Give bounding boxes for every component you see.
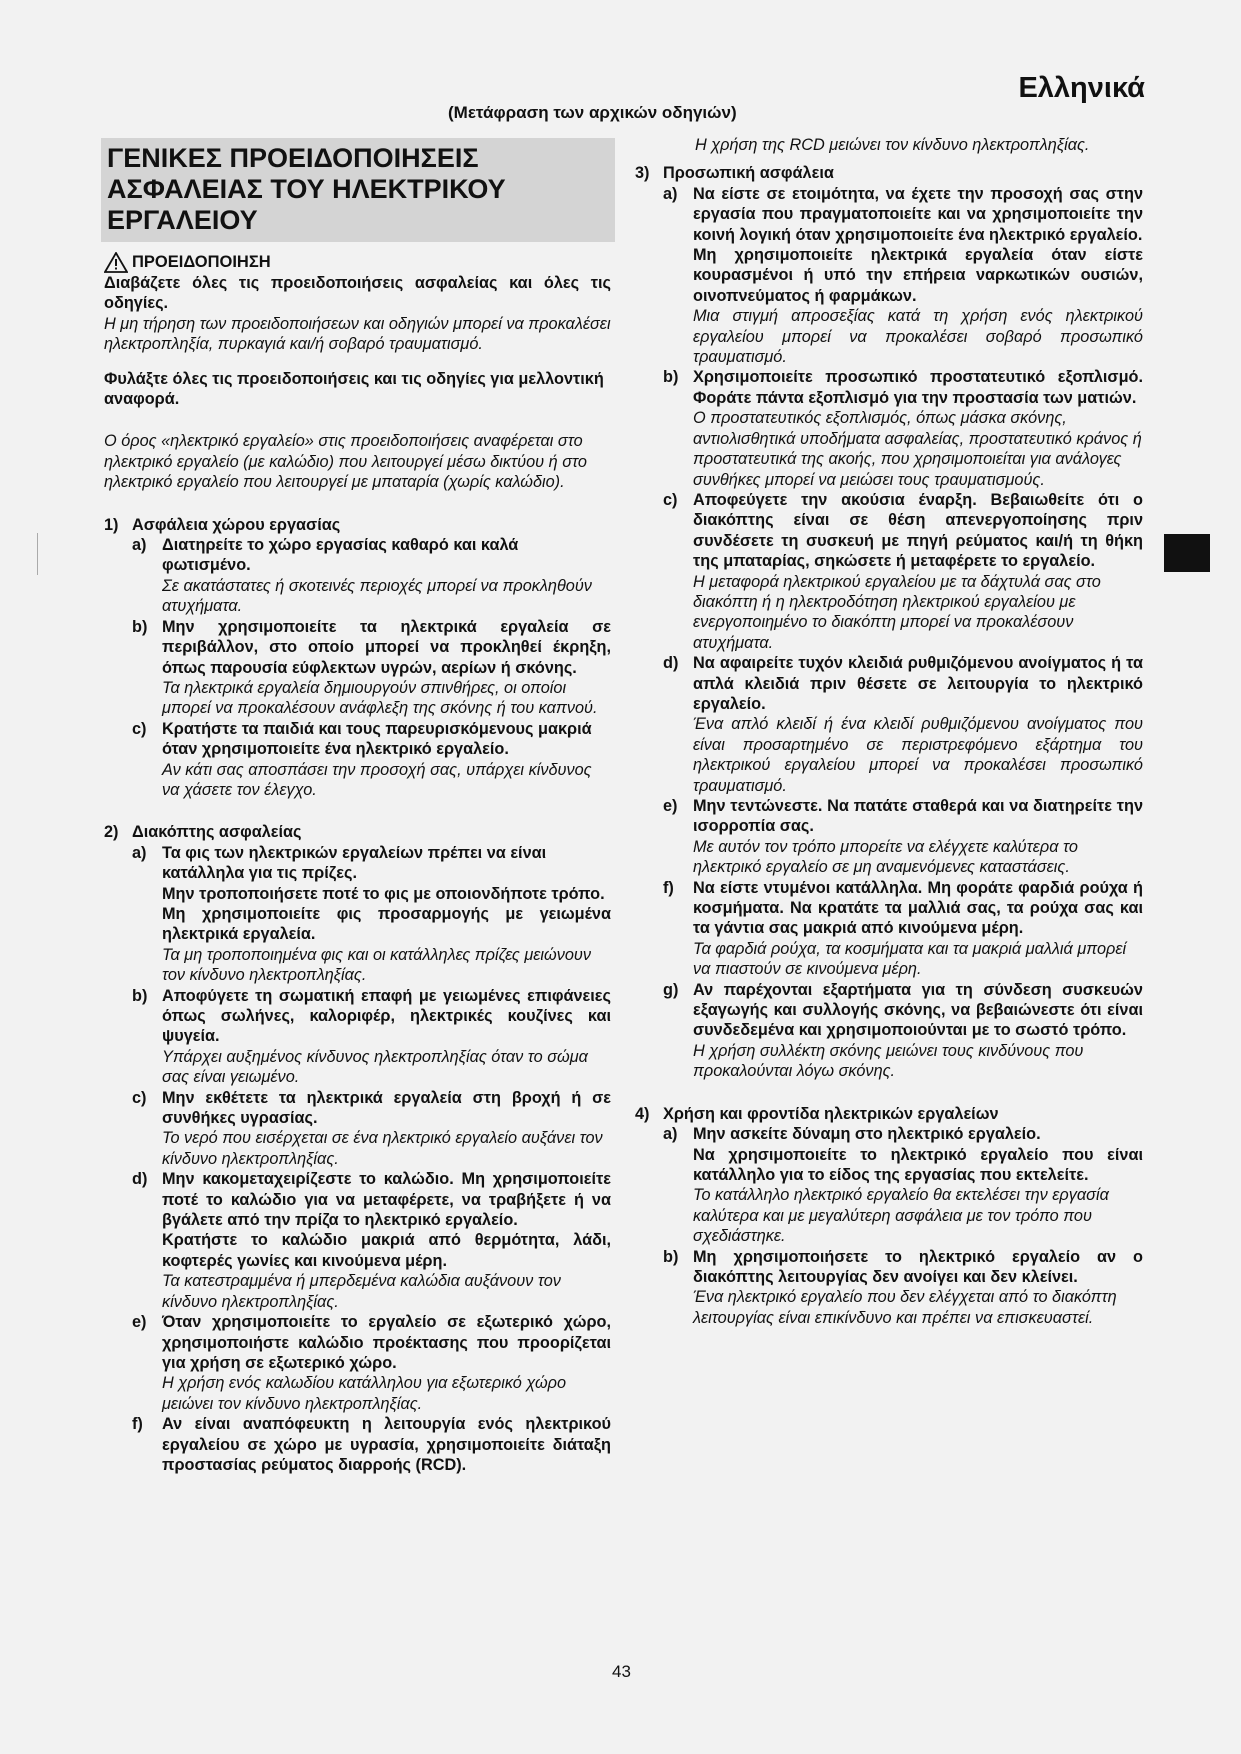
section-3-item-g: g) Αν παρέχονται εξαρτήματα για τη σύνδεση συσκευών εξαγωγής και συλλογής σκόνης, να βεβαιώνεστε ότι είναι συνδεδεμένα και χρησιμοποιούνται με το σωστό τρόπο. Η χρήση συλλέκτη σκόνης μειώνει τους κινδύνους που προκαλούνται λόγω σκόνης. — [663, 980, 1143, 1081]
section-1-item-b: b) Μην χρησιμοποιείτε τα ηλεκτρικά εργαλεία σε περιβάλλον, στο οποίο μπορεί να προκληθεί έκρηξη, όπως παρουσία εύφλεκτων υγρών, αερίων ή σκόνης. Τα ηλεκτρικά εργαλεία δημιουργούν σπινθήρες, οι οποίοι μπορεί να προκαλέσουν ανάφλεξη της σκόνης ή του καπνού. — [132, 617, 611, 718]
section-4-item-b: b) Μη χρησιμοποιήσετε το ηλεκτρικό εργαλείο αν ο διακόπτης λειτουργίας δεν ανοίγει και δεν κλείνει. Ένα ηλεκτρικό εργαλείο που δεν ελέγχεται από το διακόπτη λειτουργίας είναι επικίνδυνο και πρέπει να επισκευαστεί. — [663, 1247, 1143, 1327]
warning-heading — [104, 252, 611, 273]
section-2-item-a: a) Τα φις των ηλεκτρικών εργαλείων πρέπει να είναι κατάλληλα για τις πρίζες. Μην τροποποιήσετε ποτέ το φις με οποιονδήποτε τρόπο. Μη χρησιμοποιείτε φις προσαρμογής με γειωμένα ηλεκτρικά εργαλεία. Τα μη τροποποιημένα φις και οι κατάλληλες πρίζες μειώνουν τον κίνδυνο ηλεκτροπληξίας. — [132, 843, 611, 985]
language-label: Ελληνικά — [1018, 72, 1145, 104]
section-2-item-e: e) Όταν χρησιμοποιείτε το εργαλείο σε εξωτερικό χώρο, χρησιμοποιήστε καλώδιο προέκτασης που προορίζεται για χρήση σε εξωτερικό χώρο. Η χρήση ενός καλωδίου κατάλληλου για εξωτερικό χώρο μειώνει τον κίνδυνο ηλεκτροπληξίας. — [132, 1313, 611, 1413]
section-tab-marker — [1164, 534, 1210, 572]
warning-bold: Διαβάζετε όλες τις προειδοποιήσεις ασφαλείας και όλες τις οδηγίες. — [104, 274, 611, 313]
section-3-item-f: f) Να είστε ντυμένοι κατάλληλα. Μη φοράτε φαρδιά ρούχα ή κοσμήματα. Να κρατάτε τα μαλλιά σας, τα ρούχα σας και τα γάντια σας μακριά από κινούμενα μέρη. Τα φαρδιά ρούχα, τα κοσμήματα και τα μακριά μαλλιά μπορεί να πιαστούν σε κινούμενα μέρη. — [663, 878, 1143, 979]
section-2-item-d: d) Μην κακομεταχειρίζεστε το καλώδιο. Μη χρησιμοποιείτε ποτέ το καλώδιο για να μεταφέρετε, να τραβήξετε ή να βγάλετε από την πρίζα το ηλεκτρικό εργαλείο. Κρατήστε το καλώδιο μακριά από θερμότητα, λάδι, κοφτερές γωνίες και κινούμενα μέρη. Τα κατεστραμμένα ή μπερδεμένα καλώδια αυξάνουν τον κίνδυνο ηλεκτροπληξίας. — [132, 1170, 611, 1311]
warning-label: ΠΡΟΕΙΔΟΠΟΙΗΣΗ — [132, 253, 271, 272]
section-2-item-b: b) Αποφύγετε τη σωματική επαφή με γειωμένες επιφάνειες όπως σωλήνες, καλοριφέρ, ηλεκτρικές κουζίνες και ψυγεία. Υπάρχει αυξημένος κίνδυνος ηλεκτροπληξίας όταν το σώμα σας είναι γειωμένο. — [132, 986, 611, 1087]
right-column — [635, 135, 1143, 1328]
warning-triangle-icon — [104, 252, 128, 273]
section-2-item-f: f) Αν είναι αναπόφευκτη η λειτουργία ενός ηλεκτρικού εργαλείου σε χώρο με υγρασία, χρησιμοποιείτε διάταξη προστασίας ρεύματος διαρροής (RCD). — [132, 1415, 611, 1474]
section-1-item-c: c) Κρατήστε τα παιδιά και τους παρευρισκόμενους μακριά όταν χρησιμοποιείτε ένα ηλεκτρικό εργαλείο. Αν κάτι σας αποσπάσει την προσοχή σας, υπάρχει κίνδυνος να χάσετε τον έλεγχο. — [132, 719, 592, 799]
section-4-heading: 4) Χρήση και φροντίδα ηλεκτρικών εργαλείων — [635, 1104, 999, 1123]
section-1-heading: 1) Ασφάλεια χώρου εργασίας — [104, 515, 341, 534]
warning-italic: Η μη τήρηση των προειδοποιήσεων και οδηγιών μπορεί να προκαλέσει ηλεκτροπληξία, πυρκαγιά και/ή σοβαρό τραυματισμό. — [104, 314, 611, 354]
term-definition: Ο όρος «ηλεκτρικό εργαλείο» στις προειδοποιήσεις αναφέρεται στο ηλεκτρικό εργαλείο (με καλώδιο) που λειτουργεί μέσω δικτύου ή στο ηλεκτρικό εργαλείο που λειτουργεί με μπαταρία (χωρίς καλώδιο). — [104, 432, 587, 492]
section-3-item-b: b) Χρησιμοποιείτε προσωπικό προστατευτικό εξοπλισμό. Φοράτε πάντα εξοπλισμό για την προστασία των ματιών. Ο προστατευτικός εξοπλισμός, όπως μάσκα σκόνης, αντιολισθητικά υποδήματα ασφαλείας, προστατευτικό κράνος ή προστατευτικά της ακοής, που χρησιμοποιείται για ανάλογες συνθήκες μπορεί να μειώσει τους τραυματισμούς. — [663, 368, 1143, 489]
section-2-heading: 2) Διακόπτης ασφαλείας — [104, 823, 302, 842]
section-1-item-a: a) Διατηρείτε το χώρο εργασίας καθαρό και καλά φωτισμένο. Σε ακατάστατες ή σκοτεινές περιοχές μπορεί να προκληθούν ατυχήματα. — [132, 536, 592, 616]
section-3-item-e: e) Μην τεντώνεστε. Να πατάτε σταθερά και να διατηρείτε την ισορροπία σας. Με αυτόν τον τρόπο μπορείτε να ελέγχετε καλύτερα το ηλεκτρικό εργαλείο σε μη αναμενόμενες καταστάσεις. — [663, 797, 1143, 877]
keep-instructions: Φυλάξτε όλες τις προειδοποιήσεις και τις οδηγίες για μελλοντική αναφορά. — [104, 369, 604, 409]
section-3-heading: 3) Προσωπική ασφάλεια — [635, 164, 834, 183]
left-column — [104, 138, 611, 1475]
page-title: ΓΕΝΙΚΕΣ ΠΡΟΕΙΔΟΠΟΙΗΣΕΙΣ ΑΣΦΑΛΕΙΑΣ ΤΟΥ ΗΛΕΚΤΡΙΚΟΥ ΕΡΓΑΛΕΙΟΥ — [101, 138, 615, 242]
section-4-item-a: a) Μην ασκείτε δύναμη στο ηλεκτρικό εργαλείο. Να χρησιμοποιείτε το ηλεκτρικό εργαλείο που είναι κατάλληλο για το είδος της εργασίας που εκτελείτε. Το κατάλληλο ηλεκτρικό εργαλείο θα εκτελέσει την εργασία καλύτερα και με μεγαλύτερη ασφάλεια με τον τρόπο που σχεδιάστηκε. — [663, 1125, 1143, 1246]
section-2-item-c: c) Μην εκθέτετε τα ηλεκτρικά εργαλεία στη βροχή ή σε συνθήκες υγρασίας. Το νερό που εισέρχεται σε ένα ηλεκτρικό εργαλείο αυξάνει τον κίνδυνο ηλεκτροπληξίας. — [132, 1088, 611, 1168]
page-number: 43 — [612, 1662, 631, 1681]
translation-subtitle: (Μετάφραση των αρχικών οδηγιών) — [448, 103, 737, 122]
rcd-note: Η χρήση της RCD μειώνει τον κίνδυνο ηλεκτροπληξίας. — [695, 136, 1090, 154]
section-3-item-d: d) Να αφαιρείτε τυχόν κλειδιά ρυθμιζόμενου ανοίγματος ή τα απλά κλειδιά πριν θέσετε σε λειτουργία το ηλεκτρικό εργαλείο. Ένα απλό κλειδί ή ένα κλειδί ρυθμιζόμενου ανοίγματος που είναι προσαρτημένο σε περιστρεφόμενο εξάρτημα του ηλεκτρικού εργαλείου μπορεί να προκαλέσει προσωπικό τραυματισμό. — [663, 654, 1143, 795]
margin-mark — [37, 533, 38, 575]
section-3-item-a: a) Να είστε σε ετοιμότητα, να έχετε την προσοχή σας στην εργασία που πραγματοποιείτε και να χρησιμοποιείτε την κοινή λογική όταν χρησιμοποιείτε ένα ηλεκτρικό εργαλείο. Μη χρησιμοποιείτε ηλεκτρικά εργαλεία όταν είστε κουρασμένοι ή υπό την επήρεια ναρκωτικών ουσιών, οινοπνεύματος ή φαρμάκων. Μια στιγμή απροσεξίας κατά τη χρήση ενός ηλεκτρικού εργαλείου μπορεί να προκαλέσει σοβαρό προσωπικό τραυματισμό. — [663, 184, 1143, 367]
section-3-item-c: c) Αποφεύγετε την ακούσια έναρξη. Βεβαιωθείτε ότι ο διακόπτης είναι σε θέση απενεργοποίησης πριν συνδέσετε τη συσκευή με πηγή ρεύματος και/ή τη θήκη της μπαταρίας, σηκώσετε ή μεταφέρετε το εργαλείο. Η μεταφορά ηλεκτρικού εργαλείου με τα δάχτυλά σας στο διακόπτη ή η ηλεκτροδότηση ηλεκτρικού εργαλείου με ενεργοποιημένο το διακόπτη μπορεί να προκαλέσουν ατυχήματα. — [663, 490, 1143, 652]
